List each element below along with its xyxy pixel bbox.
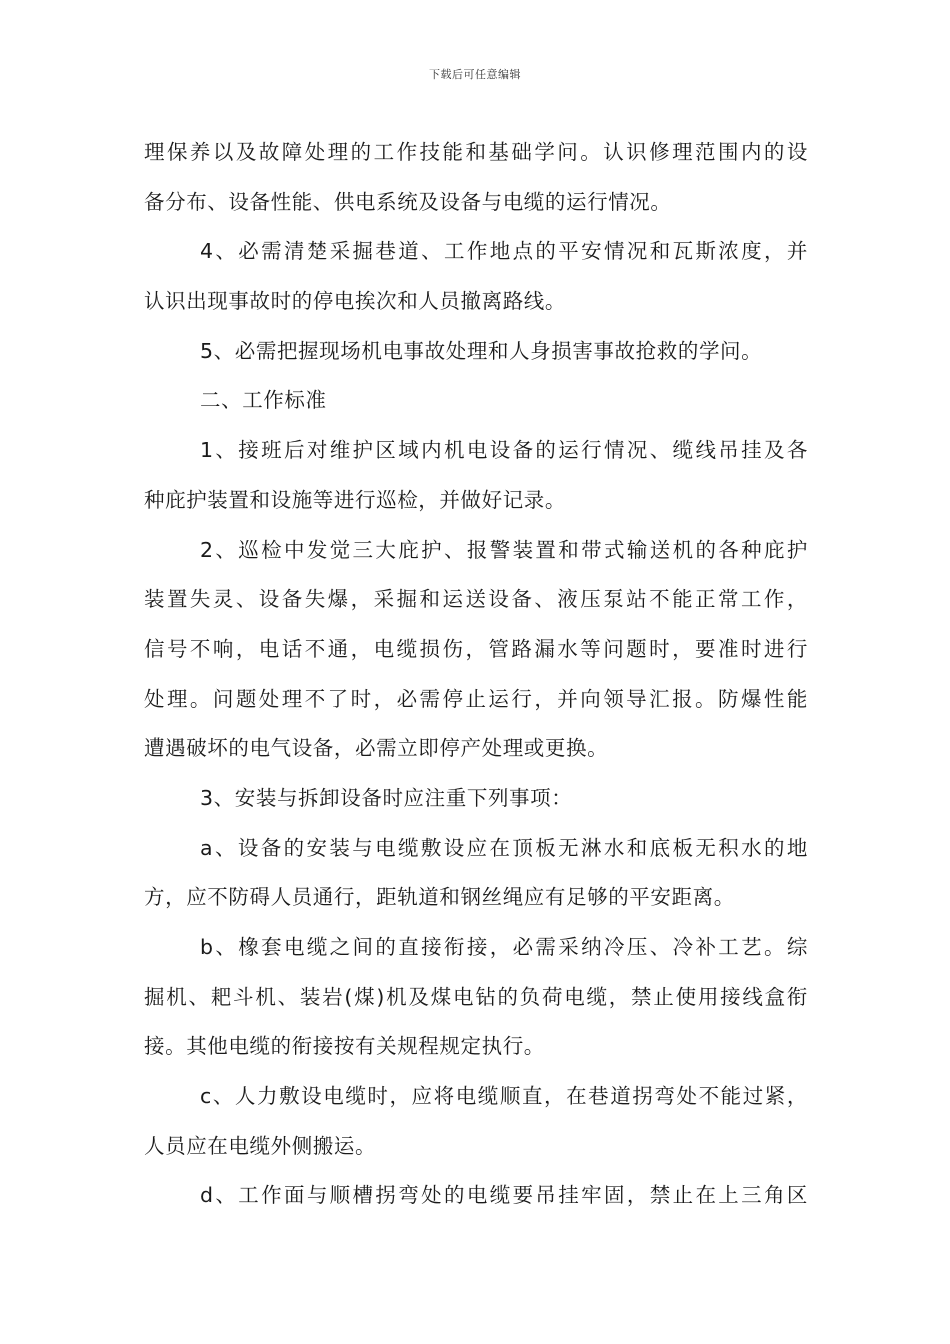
paragraph-line: 2、巡检中发觉三大庇护、报警装置和带式输送机的各种庇护 <box>200 537 808 562</box>
paragraph-line: c、人力敷设电缆时，应将电缆顺直，在巷道拐弯处不能过紧， <box>200 1084 808 1109</box>
paragraph-line: 4、必需清楚采掘巷道、工作地点的平安情况和瓦斯浓度，并 <box>200 239 808 264</box>
header-note: 下载后可任意编辑 <box>429 68 521 81</box>
text-line: 遭遇破坏的电气设备，必需立即停产处理或更换。 <box>144 736 609 761</box>
text-line: 装置失灵、设备失爆，采掘和运送设备、液压泵站不能正常工作， <box>144 587 808 612</box>
paragraph-line: 3、安装与拆卸设备时应注重下列事项： <box>200 785 573 810</box>
text-line: 种庇护装置和设施等进行巡检，并做好记录。 <box>144 487 566 512</box>
paragraph-line: a、设备的安装与电缆敷设应在顶板无淋水和底板无积水的地 <box>200 835 808 860</box>
paragraph-line: 5、必需把握现场机电事故处理和人身损害事故抢救的学问。 <box>200 338 763 363</box>
text-line: 方，应不防碍人员通行，距轨道和钢丝绳应有足够的平安距离。 <box>144 885 735 910</box>
section-heading: 二、工作标准 <box>200 388 327 413</box>
text-line: 理保养以及故障处理的工作技能和基础学问。认识修理范围内的设 <box>144 140 808 164</box>
paragraph-line: b、橡套电缆之间的直接衔接，必需采纳冷压、冷补工艺。综 <box>200 935 808 959</box>
document-body <box>144 128 808 1221</box>
text-line: 认识出现事故时的停电挨次和人员撤离路线。 <box>144 289 566 314</box>
text-line: 接。其他电缆的衔接按有关规程规定执行。 <box>144 1034 545 1059</box>
text-line: 人员应在电缆外侧搬运。 <box>144 1133 377 1158</box>
text-line: 备分布、设备性能、供电系统及设备与电缆的运行情况。 <box>144 189 672 214</box>
paragraph-line: d、工作面与顺槽拐弯处的电缆要吊挂牢固，禁止在上三角区 <box>200 1183 808 1208</box>
text-line: 处理。问题处理不了时，必需停止运行，并向领导汇报。防爆性能 <box>144 686 808 711</box>
text-line: 掘机、耙斗机、装岩(煤)机及煤电钻的负荷电缆，禁止使用接线盒衔 <box>144 984 808 1009</box>
paragraph-line: 1、接班后对维护区域内机电设备的运行情况、缆线吊挂及各 <box>200 438 808 463</box>
text-line: 信号不响，电话不通，电缆损伤，管路漏水等问题时，要准时进行 <box>144 636 808 661</box>
